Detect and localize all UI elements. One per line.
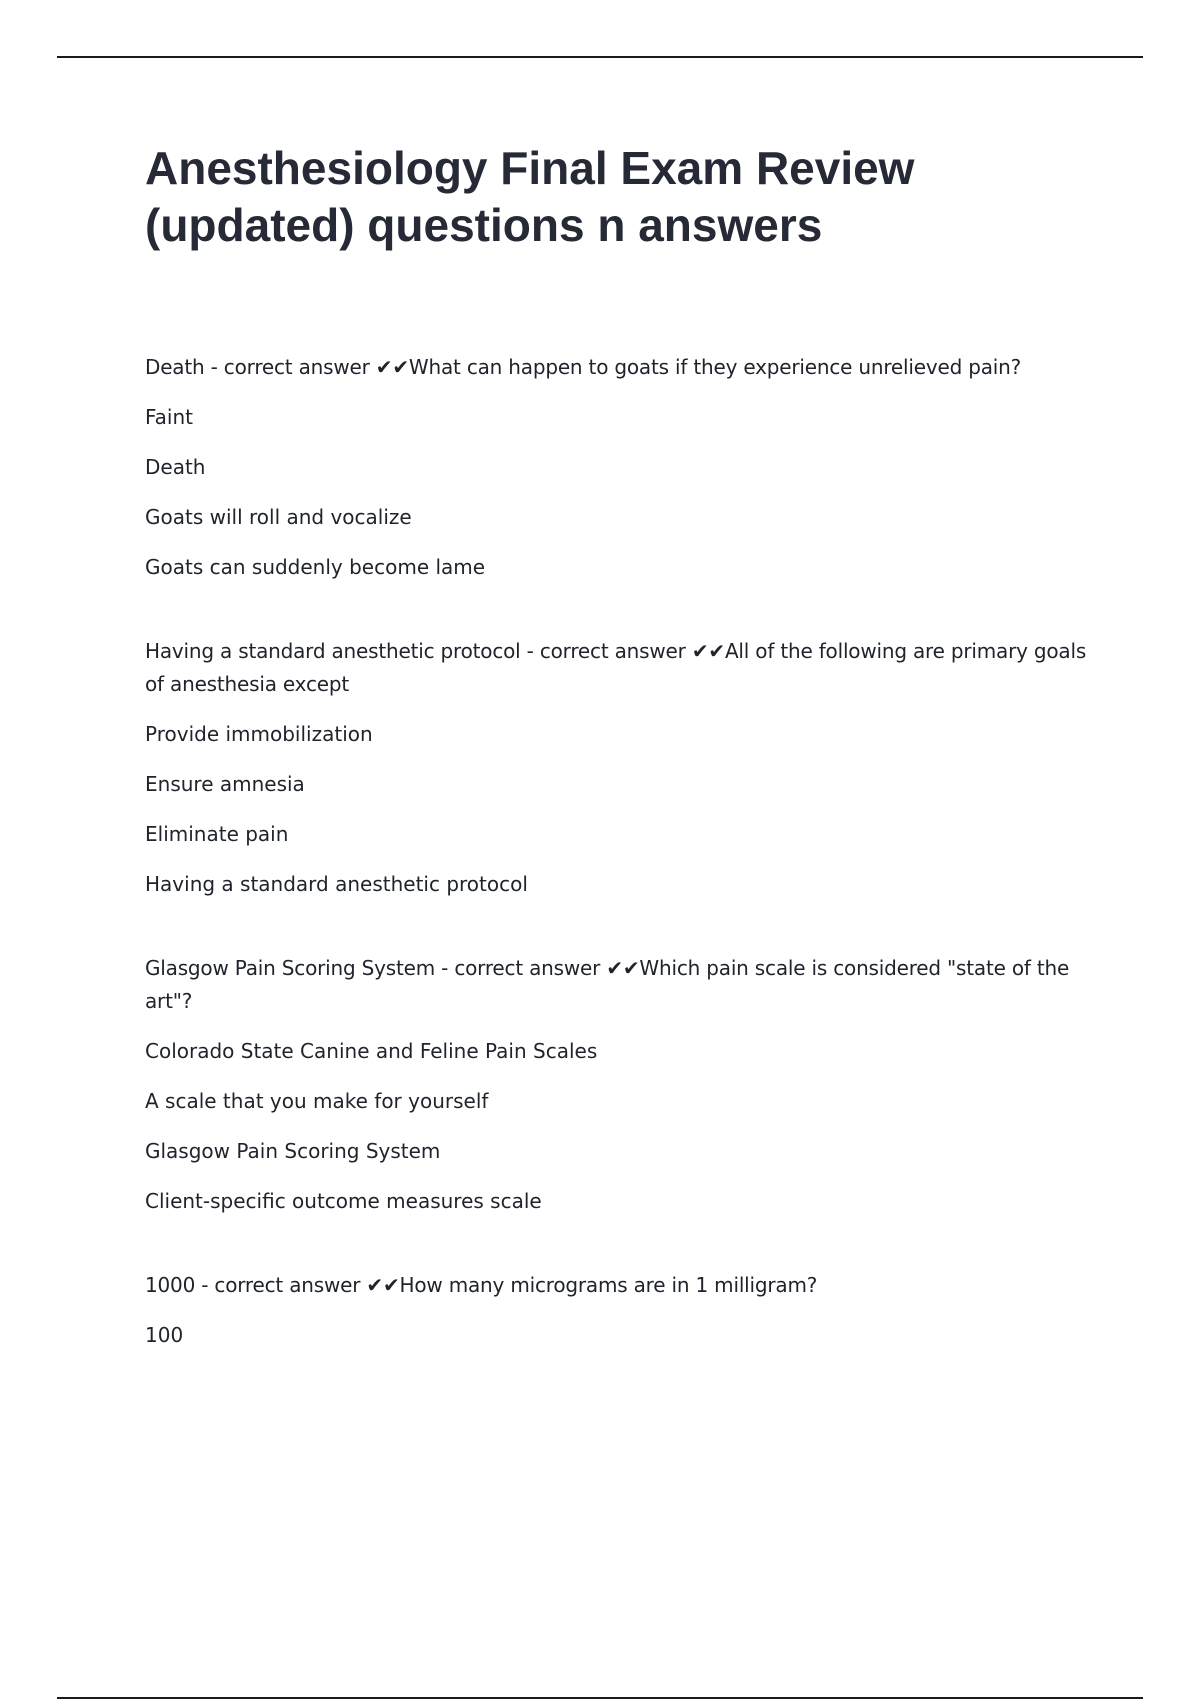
answer-option: A scale that you make for yourself bbox=[145, 1089, 489, 1113]
question-block bbox=[145, 351, 1095, 584]
answer-option: Eliminate pain bbox=[145, 822, 289, 846]
document-body bbox=[145, 140, 1095, 1403]
answer-option: Ensure amnesia bbox=[145, 772, 305, 796]
title-line-1: Anesthesiology Final Exam Review bbox=[145, 142, 915, 194]
answer-option: Colorado State Canine and Feline Pain Scales bbox=[145, 1039, 598, 1063]
answer-option: Having a standard anesthetic protocol bbox=[145, 872, 528, 896]
question-list bbox=[145, 351, 1095, 1352]
answer-option: Goats will roll and vocalize bbox=[145, 505, 412, 529]
question-text: Glasgow Pain Scoring System - correct answer ✔✔Which pain scale is considered "state of the art"? bbox=[145, 956, 1070, 1013]
answer-option: Provide immobilization bbox=[145, 722, 373, 746]
question-text: 1000 - correct answer ✔✔How many micrograms are in 1 milligram? bbox=[145, 1273, 818, 1297]
answer-option: 100 bbox=[145, 1323, 184, 1347]
footer-divider bbox=[57, 1697, 1143, 1699]
answer-option: Client-specific outcome measures scale bbox=[145, 1189, 542, 1213]
answer-option: Faint bbox=[145, 405, 193, 429]
question-text: Death - correct answer ✔✔What can happen to goats if they experience unrelieved pain? bbox=[145, 355, 1022, 379]
question-block bbox=[145, 952, 1095, 1218]
header-divider bbox=[57, 56, 1143, 58]
document-title bbox=[145, 140, 1095, 254]
question-text: Having a standard anesthetic protocol - correct answer ✔✔All of the following are primary goals of anesthesia except bbox=[145, 639, 1087, 696]
title-line-2: (updated) questions n answers bbox=[145, 199, 823, 251]
question-block bbox=[145, 635, 1095, 901]
answer-option: Death bbox=[145, 455, 206, 479]
answer-option: Goats can suddenly become lame bbox=[145, 555, 486, 579]
answer-option: Glasgow Pain Scoring System bbox=[145, 1139, 441, 1163]
question-block bbox=[145, 1269, 1095, 1352]
